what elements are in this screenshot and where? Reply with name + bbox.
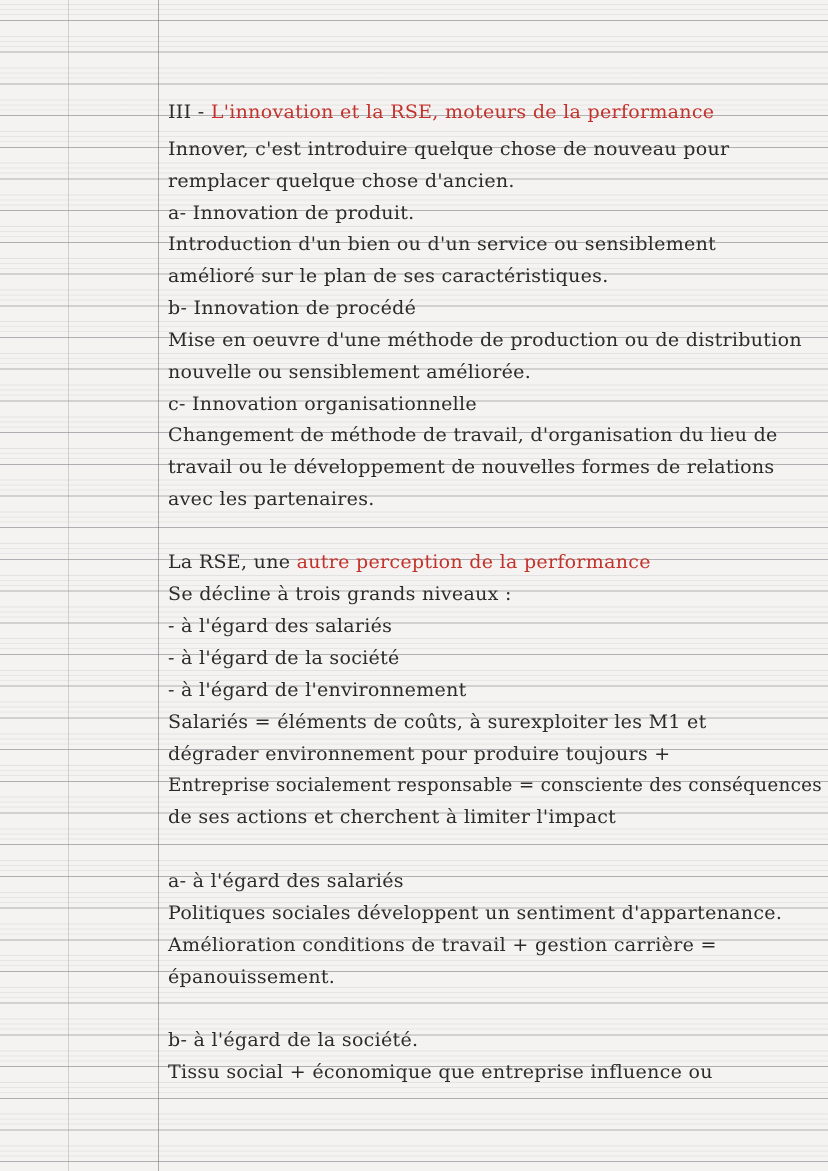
text-line: Entreprise socialement responsable = consciente des conséquences — [168, 774, 823, 796]
text-line: Se décline à trois grands niveaux : — [168, 583, 512, 605]
text-line: avec les partenaires. — [168, 488, 375, 510]
section-rse-title-start: La RSE, une — [168, 551, 297, 573]
section-salaries-title: a- à l'égard des salariés — [168, 870, 404, 892]
text-line: dégrader environnement pour produire toujours + — [168, 743, 671, 765]
text-line: Salariés = éléments de coûts, à surexploiter les M1 et — [168, 711, 707, 733]
text-line: de ses actions et cherchent à limiter l'impact — [168, 806, 617, 828]
text-line: Politiques sociales développent un sentiment d'appartenance. — [168, 902, 783, 924]
heading-numeral: III - — [168, 101, 205, 123]
heading — [168, 100, 714, 124]
text-line: amélioré sur le plan de ses caractéristiques. — [168, 265, 609, 287]
list-item: - à l'égard de l'environnement — [168, 679, 467, 701]
section-rse-title — [168, 550, 651, 574]
text-line: Changement de méthode de travail, d'organisation du lieu de — [168, 424, 778, 446]
subheading-innovation-organisationnelle: c- Innovation organisationnelle — [168, 393, 477, 415]
list-item: - à l'égard des salariés — [168, 615, 393, 637]
text-line: Tissu social + économique que entreprise influence ou — [168, 1061, 713, 1083]
text-line: Innover, c'est introduire quelque chose de nouveau pour — [168, 138, 730, 160]
text-line: épanouissement. — [168, 966, 336, 988]
text-line: Amélioration conditions de travail + gestion carrière = — [168, 934, 717, 956]
page-edge-line — [68, 0, 69, 1171]
list-item: - à l'égard de la société — [168, 647, 400, 669]
section-societe-title: b- à l'égard de la société. — [168, 1029, 419, 1051]
subheading-innovation-procede: b- Innovation de procédé — [168, 297, 417, 319]
text-line: travail ou le développement de nouvelles formes de relations — [168, 456, 775, 478]
text-line: Introduction d'un bien ou d'un service ou sensiblement — [168, 233, 717, 255]
text-line: nouvelle ou sensiblement améliorée. — [168, 361, 532, 383]
text-line: remplacer quelque chose d'ancien. — [168, 170, 515, 192]
margin-line — [158, 0, 159, 1171]
section-rse-title-end: autre perception de la performance — [296, 551, 651, 573]
subheading-innovation-produit: a- Innovation de produit. — [168, 202, 415, 224]
heading-title: L'innovation et la RSE, moteurs de la performance — [210, 101, 715, 123]
text-line: Mise en oeuvre d'une méthode de production ou de distribution — [168, 329, 802, 351]
